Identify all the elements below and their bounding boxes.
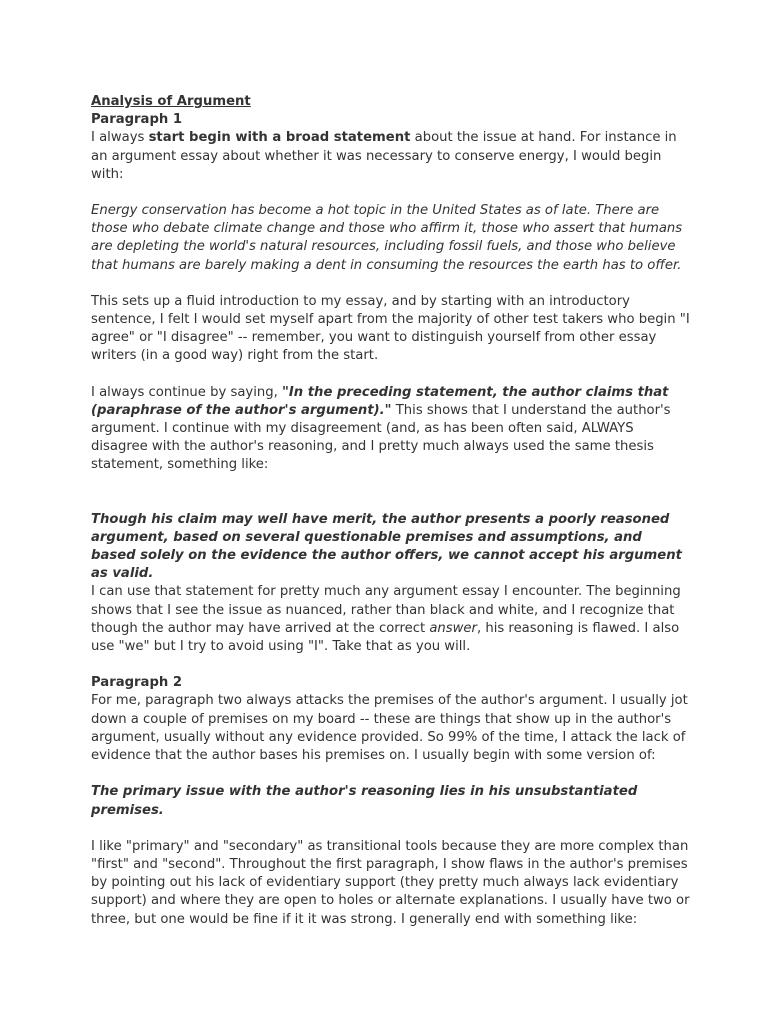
paragraph-1-heading: Paragraph 1 [91,112,183,128]
paragraph-2-body: For me, paragraph two always attacks the premises of the author's argument. I usually jot down a couple of premises on my board -- these are things that show up in the author's argument, usually without any evidence provided. So 99% of the time, I attack the lack of evidence that the author bases his premises on. I usually begin with some version of: [91,693,688,764]
paragraph-2-quote: The primary issue with the author's reasoning lies in his unsubstantiated premises. [91,784,638,818]
continue-quote: "In the preceding statement, the author claims that (paraphrase of the author's argument)." [91,384,669,418]
continue-paragraph [91,384,691,475]
usage-italic-word: answer [429,620,477,636]
thesis-quote: Though his claim may well have merit, the author presents a poorly reasoned argument, based on several questionable premises and assumptions, and based solely on the evidence the author offers, we cannot accept his argument as valid. [91,511,682,582]
continue-text-end: This shows that I understand the author's argument. I continue with my disagreement (and, as has been often said, ALWAYS disagree with the author's reasoning, and I pretty much always used the same thesis statement, something like: [91,402,671,473]
continue-text-start: I always continue by saying, [91,384,282,400]
intro-text-end: about the issue at hand. For instance in an argument essay about whether it was necessary to conserve energy, I would begin with: [91,130,677,182]
usage-text-start: I can use that statement for pretty much any argument essay I encounter. The beginning shows that I see the issue as nuanced, rather than black and white, and I recognize that though the author may have arrived at the correct [91,584,681,636]
document-body [91,93,691,929]
fluid-intro-paragraph: This sets up a fluid introduction to my essay, and by starting with an introductory sentence, I felt I would set myself apart from the majority of other test takers who begin "I agree" or "I disagree" -- remember, you want to distinguish yourself from other essay writers (in a good way) right from the start. [91,293,690,364]
document-title: Analysis of Argument [91,94,251,109]
paragraph-2-heading: Paragraph 2 [91,675,183,691]
paragraph-2-closing: I like "primary" and "secondary" as transitional tools because they are more complex than "first" and "second". Throughout the first paragraph, I show flaws in the author's premises by pointing out his lack of evidentiary support (they pretty much always lack evidentiary support) and where they are open to holes or alternate explanations. I usually have two or three, but one would be fine if it it was strong. I generally end with something like: [91,838,690,927]
intro-bold-phrase: start begin with a broad statement [148,130,411,146]
example-quote: Energy conservation has become a hot topic in the United States as of late. There are those who debate climate change and those who affirm it, those who assert that humans are depleting the world's natural resources, including fossil fuels, and those who believe that humans are barely making a dent in consuming the resources the earth has to offer. [91,203,683,273]
paragraph-1-intro [91,129,691,184]
usage-text-end: , his reasoning is flawed. I also use "we" but I try to avoid using "I". Take that as you will. [91,620,680,655]
usage-paragraph [91,583,691,656]
intro-text-start: I always [91,130,149,146]
